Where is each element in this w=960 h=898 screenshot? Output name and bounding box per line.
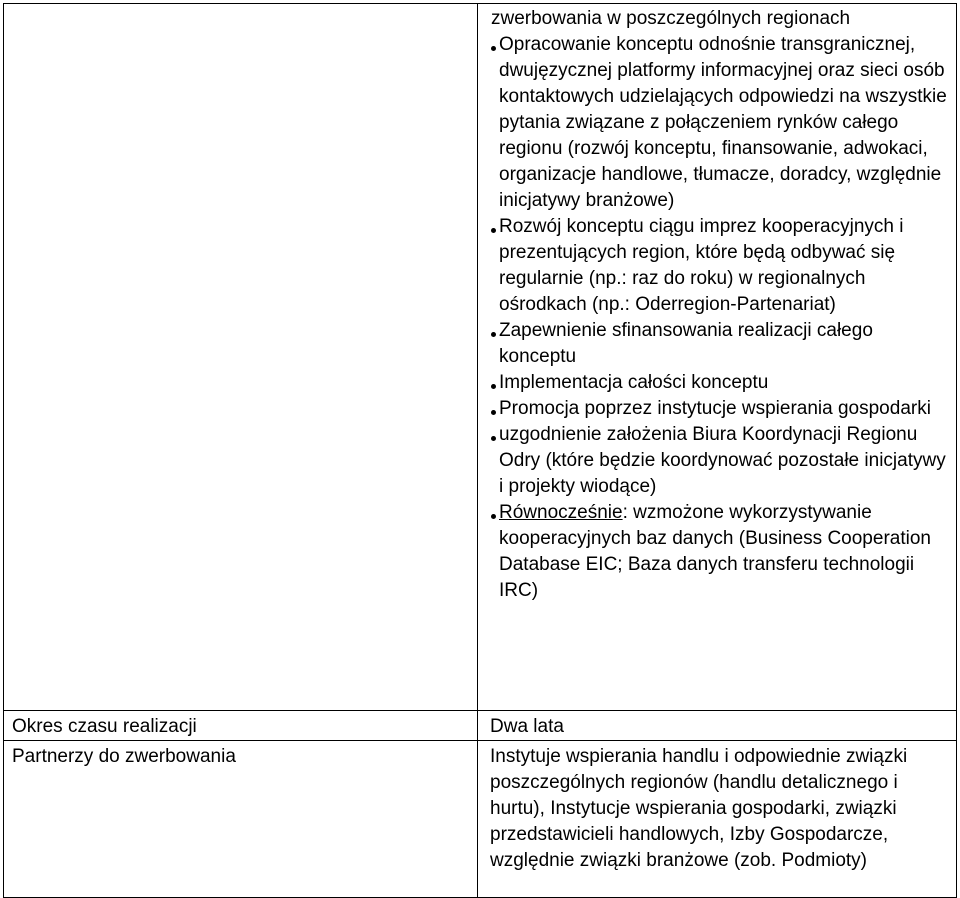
label-cell-empty [4,4,478,711]
list-item [491,500,952,604]
list-item-emphasis: Równocześnie [499,502,623,523]
bullet-icon [491,384,496,389]
list-item [491,32,952,214]
bullet-icon [491,228,496,233]
list-item-text: Zapewnienie sfinansowania realizacji całego konceptu [499,320,873,367]
activity-list [491,32,952,604]
table-row-activities [4,4,957,711]
list-item [491,318,952,370]
list-item [491,370,952,396]
row-label: Okres czasu realizacji [12,716,197,737]
document-table [3,3,957,898]
content-cell-activities [478,4,957,711]
activities-content [478,4,956,604]
bullet-icon [491,410,496,415]
label-cell-duration [4,711,478,741]
list-item-text: uzgodnienie założenia Biura Koordynacji Regionu Odry (które będzie koordynować pozostałe inicjatywy i projekty wiodące) [499,424,946,497]
list-item-text: : wzmożone wykorzystywanie kooperacyjnych baz danych (Business Cooperation Database EIC; Baza danych transferu technologii IRC) [499,502,931,601]
list-item [491,214,952,318]
list-item-text: Rozwój konceptu ciągu imprez kooperacyjnych i prezentujących region, które będą odbywać się regularnie (np.: raz do roku) w regionalnych ośrodkach (np.: Oderregion-Partenariat) [499,216,904,315]
list-item [491,396,952,422]
list-item [491,422,952,500]
partners-value: Instytuje wspierania handlu i odpowiednie związki poszczególnych regionów (handlu detalicznego i hurtu), Instytucje wspierania gospodarki, związki przedstawicieli handlowych, Izby Gospodarcze, względnie związki branżowe (zob. Podmioty) [490,746,908,871]
bullet-icon [491,46,496,51]
content-cell-duration [478,711,957,741]
row-label: Partnerzy do zwerbowania [12,746,236,767]
duration-value: Dwa lata [490,716,564,737]
table-row-partners [4,741,957,898]
list-item-text: Implementacja całości konceptu [499,372,769,393]
table-row-duration [4,711,957,741]
bullet-icon [491,514,496,519]
content-cell-partners [478,741,957,898]
bullet-icon [491,332,496,337]
bullet-icon [491,436,496,441]
continuation-text: zwerbowania w poszczególnych regionach [491,8,851,29]
list-item-text: Opracowanie konceptu odnośnie transgranicznej, dwujęzycznej platformy informacyjnej oraz sieci osób kontaktowych udzielających odpowiedzi na wszystkie pytania związane z połączeniem rynków całego regionu (rozwój konceptu, finansowanie, adwokaci, organizacje handlowe, tłumacze, doradcy, względnie inicjatywy branżowe) [499,34,947,211]
list-item-text: Promocja poprzez instytucje wspierania gospodarki [499,398,931,419]
label-cell-partners [4,741,478,898]
row-label [4,4,477,7]
